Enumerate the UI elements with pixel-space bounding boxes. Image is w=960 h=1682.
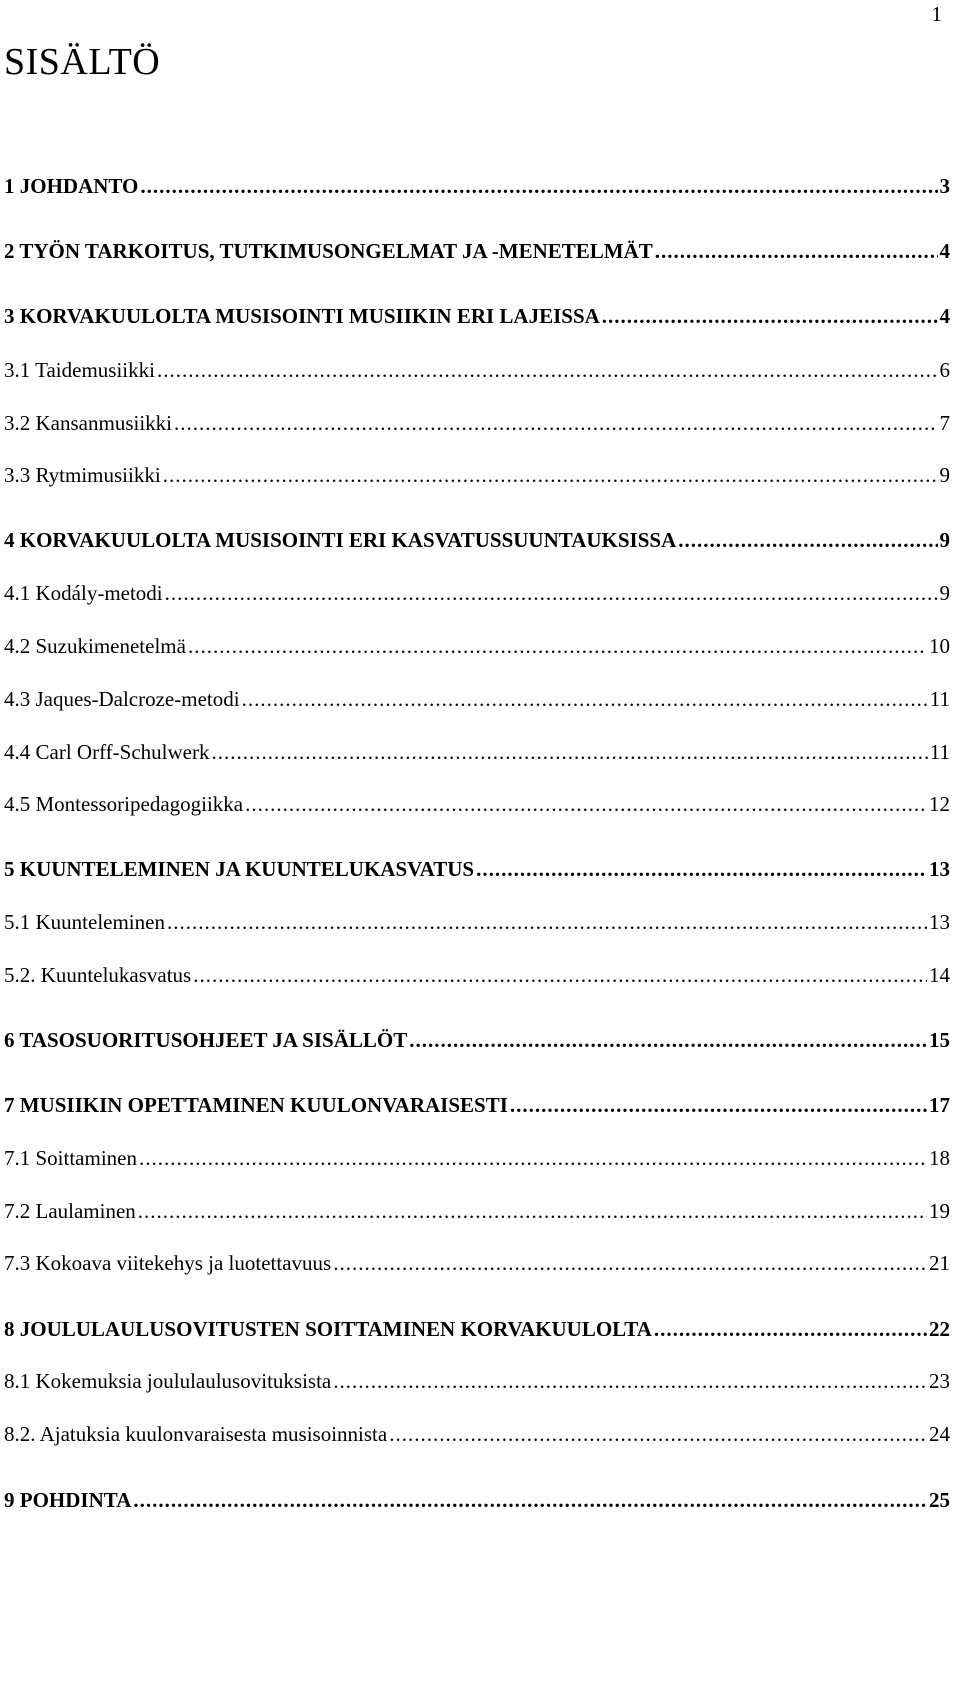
toc-entry-label: 3.2 Kansanmusiikki	[4, 411, 172, 435]
toc-entry-label: 6 TASOSUORITUSOHJEET JA SISÄLLÖT	[4, 1028, 408, 1052]
toc-dot-leader	[139, 1145, 927, 1171]
toc-entry-label: 5.2. Kuuntelukasvatus	[4, 963, 192, 987]
toc-dot-leader	[140, 173, 937, 199]
toc-entry-label: 9 POHDINTA	[4, 1488, 132, 1512]
toc-dot-leader	[333, 1250, 927, 1276]
toc-entry-page: 4	[939, 304, 950, 328]
toc-entry-8-1[interactable]	[4, 1368, 950, 1394]
toc-entry-2[interactable]	[4, 238, 950, 264]
toc-entry-label: 5 KUUNTELEMINEN JA KUUNTELUKASVATUS	[4, 857, 475, 881]
toc-entry-page: 13	[929, 857, 950, 881]
toc-dot-leader	[163, 462, 938, 488]
toc-entry-page: 7	[939, 411, 950, 435]
toc-dot-leader	[678, 527, 937, 553]
toc-entry-4-1[interactable]	[4, 580, 950, 606]
toc-dot-leader	[165, 580, 938, 606]
toc-entry-page: 11	[929, 687, 950, 711]
toc-entry-page: 24	[929, 1422, 950, 1446]
toc-entry-page: 10	[929, 634, 950, 658]
toc-entry-label: 3.1 Taidemusiikki	[4, 358, 155, 382]
toc-entry-page: 23	[929, 1369, 950, 1393]
toc-entry-page: 9	[939, 528, 950, 552]
toc-entry-label: 4.3 Jaques-Dalcroze-metodi	[4, 687, 240, 711]
toc-dot-leader	[157, 357, 938, 383]
toc-entry-7[interactable]	[4, 1092, 950, 1118]
toc-entry-4[interactable]	[4, 527, 950, 553]
toc-entry-6[interactable]	[4, 1027, 950, 1053]
toc-entry-label: 2 TYÖN TARKOITUS, TUTKIMUSONGELMAT JA -MENETELMÄT	[4, 239, 653, 263]
toc-entry-page: 9	[939, 463, 950, 487]
toc-entry-8-2[interactable]	[4, 1421, 950, 1447]
toc-entry-7-1[interactable]	[4, 1145, 950, 1171]
toc-entry-page: 22	[929, 1317, 950, 1341]
toc-entry-4-4[interactable]	[4, 739, 950, 765]
toc-entry-label: 4.2 Suzukimenetelmä	[4, 634, 186, 658]
toc-entry-5[interactable]	[4, 856, 950, 882]
toc-dot-leader	[333, 1368, 927, 1394]
toc-dot-leader	[174, 410, 938, 436]
toc-dot-leader	[655, 238, 938, 264]
toc-dot-leader	[602, 303, 938, 329]
toc-entry-page: 14	[929, 963, 950, 987]
toc-entry-page: 15	[929, 1028, 950, 1052]
toc-entry-label: 7.2 Laulaminen	[4, 1199, 136, 1223]
toc-dot-leader	[476, 856, 927, 882]
toc-dot-leader	[510, 1092, 927, 1118]
toc-entry-label: 8.1 Kokemuksia joululaulusovituksista	[4, 1369, 332, 1393]
toc-entry-label: 5.1 Kuunteleminen	[4, 910, 165, 934]
toc-entry-label: 3.3 Rytmimusiikki	[4, 463, 161, 487]
toc-entry-label: 4.1 Kodály-metodi	[4, 581, 163, 605]
toc-entry-3-2[interactable]	[4, 410, 950, 436]
toc-dot-leader	[211, 739, 927, 765]
toc-entry-label: 8.2. Ajatuksia kuulonvaraisesta musisoinnista	[4, 1422, 388, 1446]
toc-entry-label: 7 MUSIIKIN OPETTAMINEN KUULONVARAISESTI	[4, 1093, 508, 1117]
toc-entry-3-1[interactable]	[4, 357, 950, 383]
toc-entry-page: 18	[929, 1146, 950, 1170]
toc-dot-leader	[389, 1421, 927, 1447]
toc-entry-1[interactable]	[4, 173, 950, 199]
toc-entry-8[interactable]	[4, 1316, 950, 1342]
toc-entry-page: 6	[939, 358, 950, 382]
toc-entry-4-3[interactable]	[4, 686, 950, 712]
toc-entry-page: 11	[929, 740, 950, 764]
toc-entry-page: 17	[929, 1093, 950, 1117]
toc-entry-page: 4	[939, 239, 950, 263]
toc-entry-label: 4.4 Carl Orff-Schulwerk	[4, 740, 210, 764]
toc-dot-leader	[409, 1027, 927, 1053]
toc-entry-label: 7.3 Kokoava viitekehys ja luotettavuus	[4, 1251, 332, 1275]
toc-entry-page: 25	[929, 1488, 950, 1512]
toc-entry-3[interactable]	[4, 303, 950, 329]
toc-entry-label: 7.1 Soittaminen	[4, 1146, 137, 1170]
toc-entry-7-2[interactable]	[4, 1198, 950, 1224]
toc-entry-5-2[interactable]	[4, 962, 950, 988]
toc-entry-label: 4.5 Montessoripedagogiikka	[4, 792, 244, 816]
toc-dot-leader	[133, 1487, 927, 1513]
toc-dot-leader	[654, 1316, 927, 1342]
toc-entry-page: 3	[939, 174, 950, 198]
toc-dot-leader	[245, 791, 927, 817]
toc-entry-page: 12	[929, 792, 950, 816]
toc-dot-leader	[188, 633, 927, 659]
toc-entry-page: 21	[929, 1251, 950, 1275]
toc-entry-4-5[interactable]	[4, 791, 950, 817]
toc-entry-3-3[interactable]	[4, 462, 950, 488]
toc-dot-leader	[167, 909, 927, 935]
toc-entry-page: 9	[939, 581, 950, 605]
toc-dot-leader	[138, 1198, 927, 1224]
toc-entry-label: 8 JOULULAULUSOVITUSTEN SOITTAMINEN KORVAKUULOLTA	[4, 1317, 652, 1341]
toc-entry-5-1[interactable]	[4, 909, 950, 935]
toc-entry-label: 1 JOHDANTO	[4, 174, 139, 198]
toc-entry-label: 4 KORVAKUULOLTA MUSISOINTI ERI KASVATUSSUUNTAUKSISSA	[4, 528, 677, 552]
toc-entry-9[interactable]	[4, 1487, 950, 1513]
toc-dot-leader	[193, 962, 927, 988]
toc-dot-leader	[242, 686, 928, 712]
toc-entry-4-2[interactable]	[4, 633, 950, 659]
page-number: 1	[931, 2, 942, 26]
page-title: SISÄLTÖ	[4, 41, 161, 83]
toc-entry-7-3[interactable]	[4, 1250, 950, 1276]
toc-entry-page: 19	[929, 1199, 950, 1223]
toc-entry-page: 13	[929, 910, 950, 934]
toc-entry-label: 3 KORVAKUULOLTA MUSISOINTI MUSIIKIN ERI LAJEISSA	[4, 304, 600, 328]
